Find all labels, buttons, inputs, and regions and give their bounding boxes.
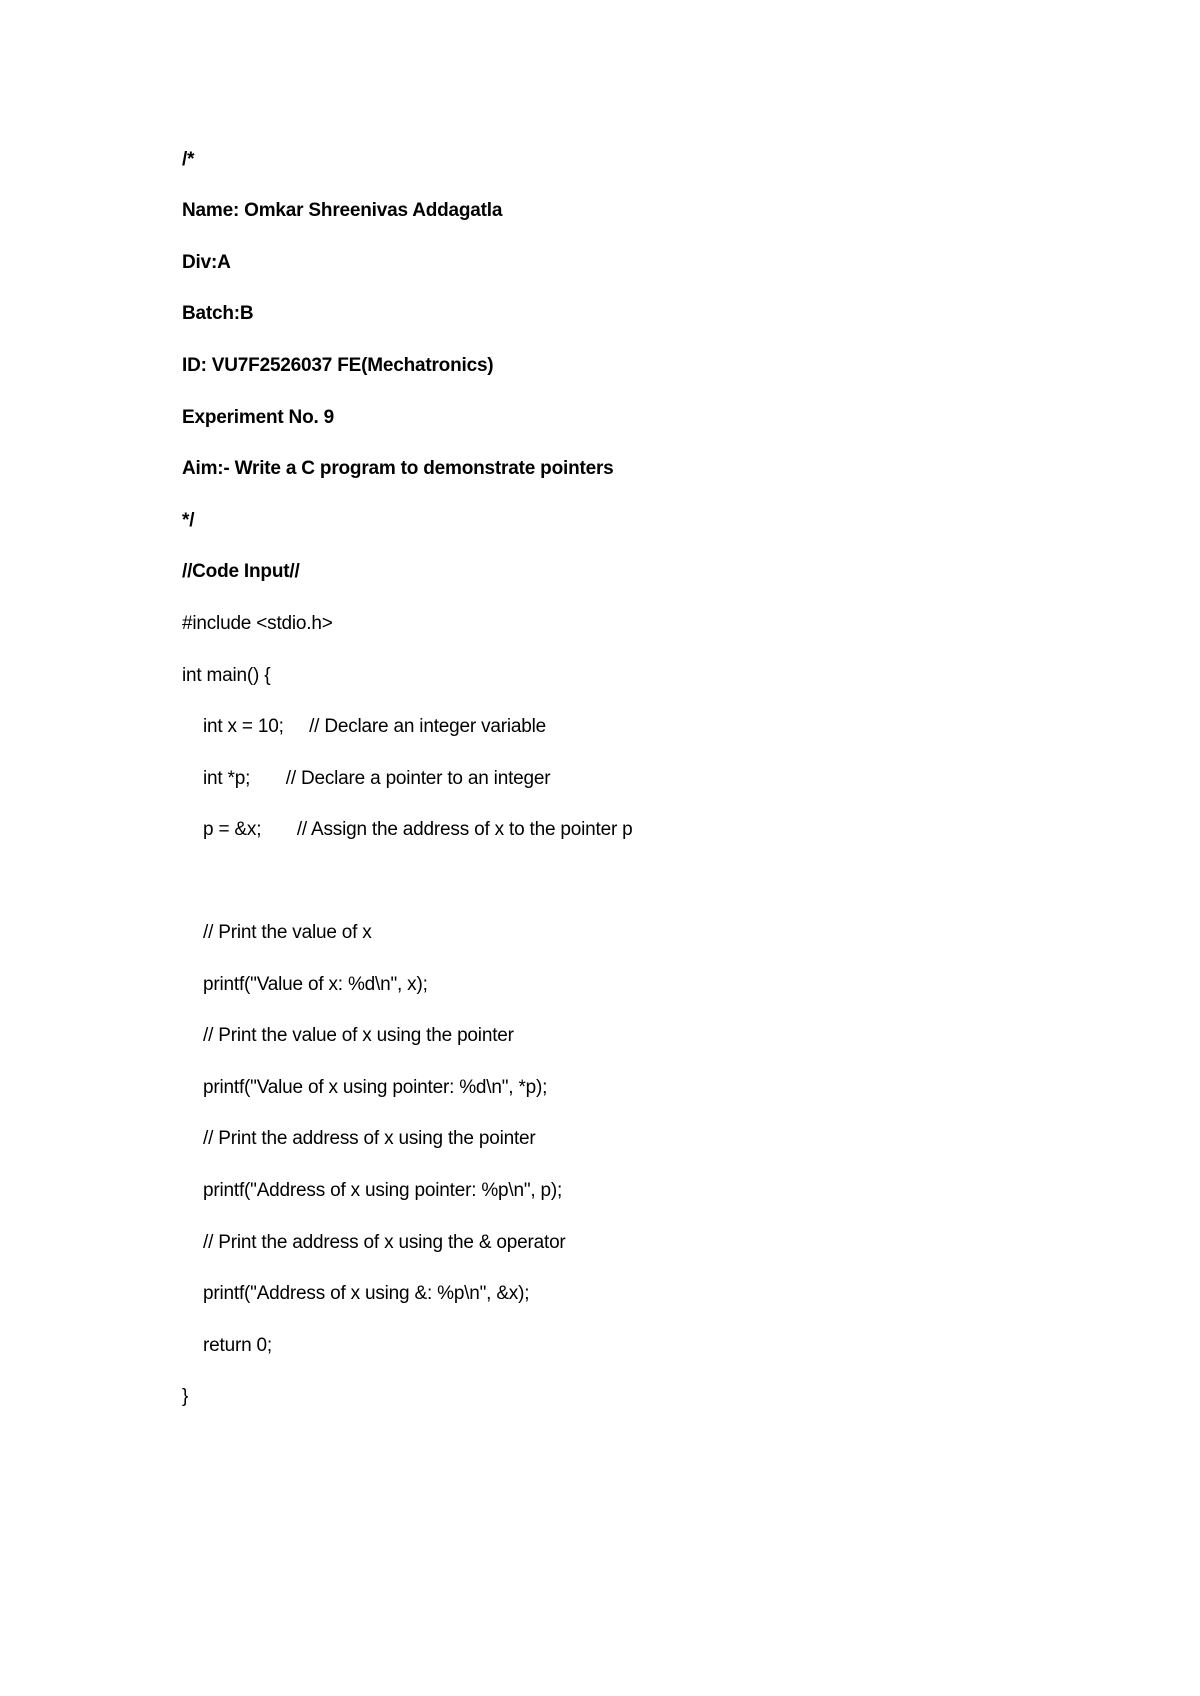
student-id: ID: VU7F2526037 FE(Mechatronics) [182, 355, 494, 376]
code-printf-x: printf("Value of x: %d\n", x); [203, 974, 428, 995]
code-comment-print-x: // Print the value of x [203, 922, 372, 943]
aim: Aim:- Write a C program to demonstrate pointers [182, 458, 614, 479]
code-include: #include <stdio.h> [182, 613, 333, 634]
division: Div:A [182, 252, 231, 273]
code-assign-p: p = &x; // Assign the address of x to the pointer p [203, 819, 633, 840]
code-printf-x-pointer: printf("Value of x using pointer: %d\n", *p); [203, 1077, 548, 1098]
code-printf-address-operator: printf("Address of x using &: %p\n", &x); [203, 1283, 530, 1304]
code-main-close: } [182, 1386, 189, 1407]
experiment-number: Experiment No. 9 [182, 407, 335, 428]
batch: Batch:B [182, 303, 254, 324]
code-input-heading: //Code Input// [182, 561, 300, 582]
code-comment-print-x-pointer: // Print the value of x using the pointer [203, 1025, 514, 1046]
code-main-open: int main() { [182, 665, 271, 686]
code-decl-x: int x = 10; // Declare an integer variable [203, 716, 547, 737]
code-comment-address-pointer: // Print the address of x using the pointer [203, 1128, 536, 1149]
code-decl-p: int *p; // Declare a pointer to an integer [203, 768, 551, 789]
code-printf-address-pointer: printf("Address of x using pointer: %p\n", p); [203, 1180, 563, 1201]
student-name: Name: Omkar Shreenivas Addagatla [182, 200, 503, 221]
comment-close: */ [182, 510, 195, 531]
code-comment-address-operator: // Print the address of x using the & operator [203, 1232, 566, 1253]
code-return: return 0; [203, 1335, 272, 1356]
comment-open: /* [182, 149, 195, 170]
